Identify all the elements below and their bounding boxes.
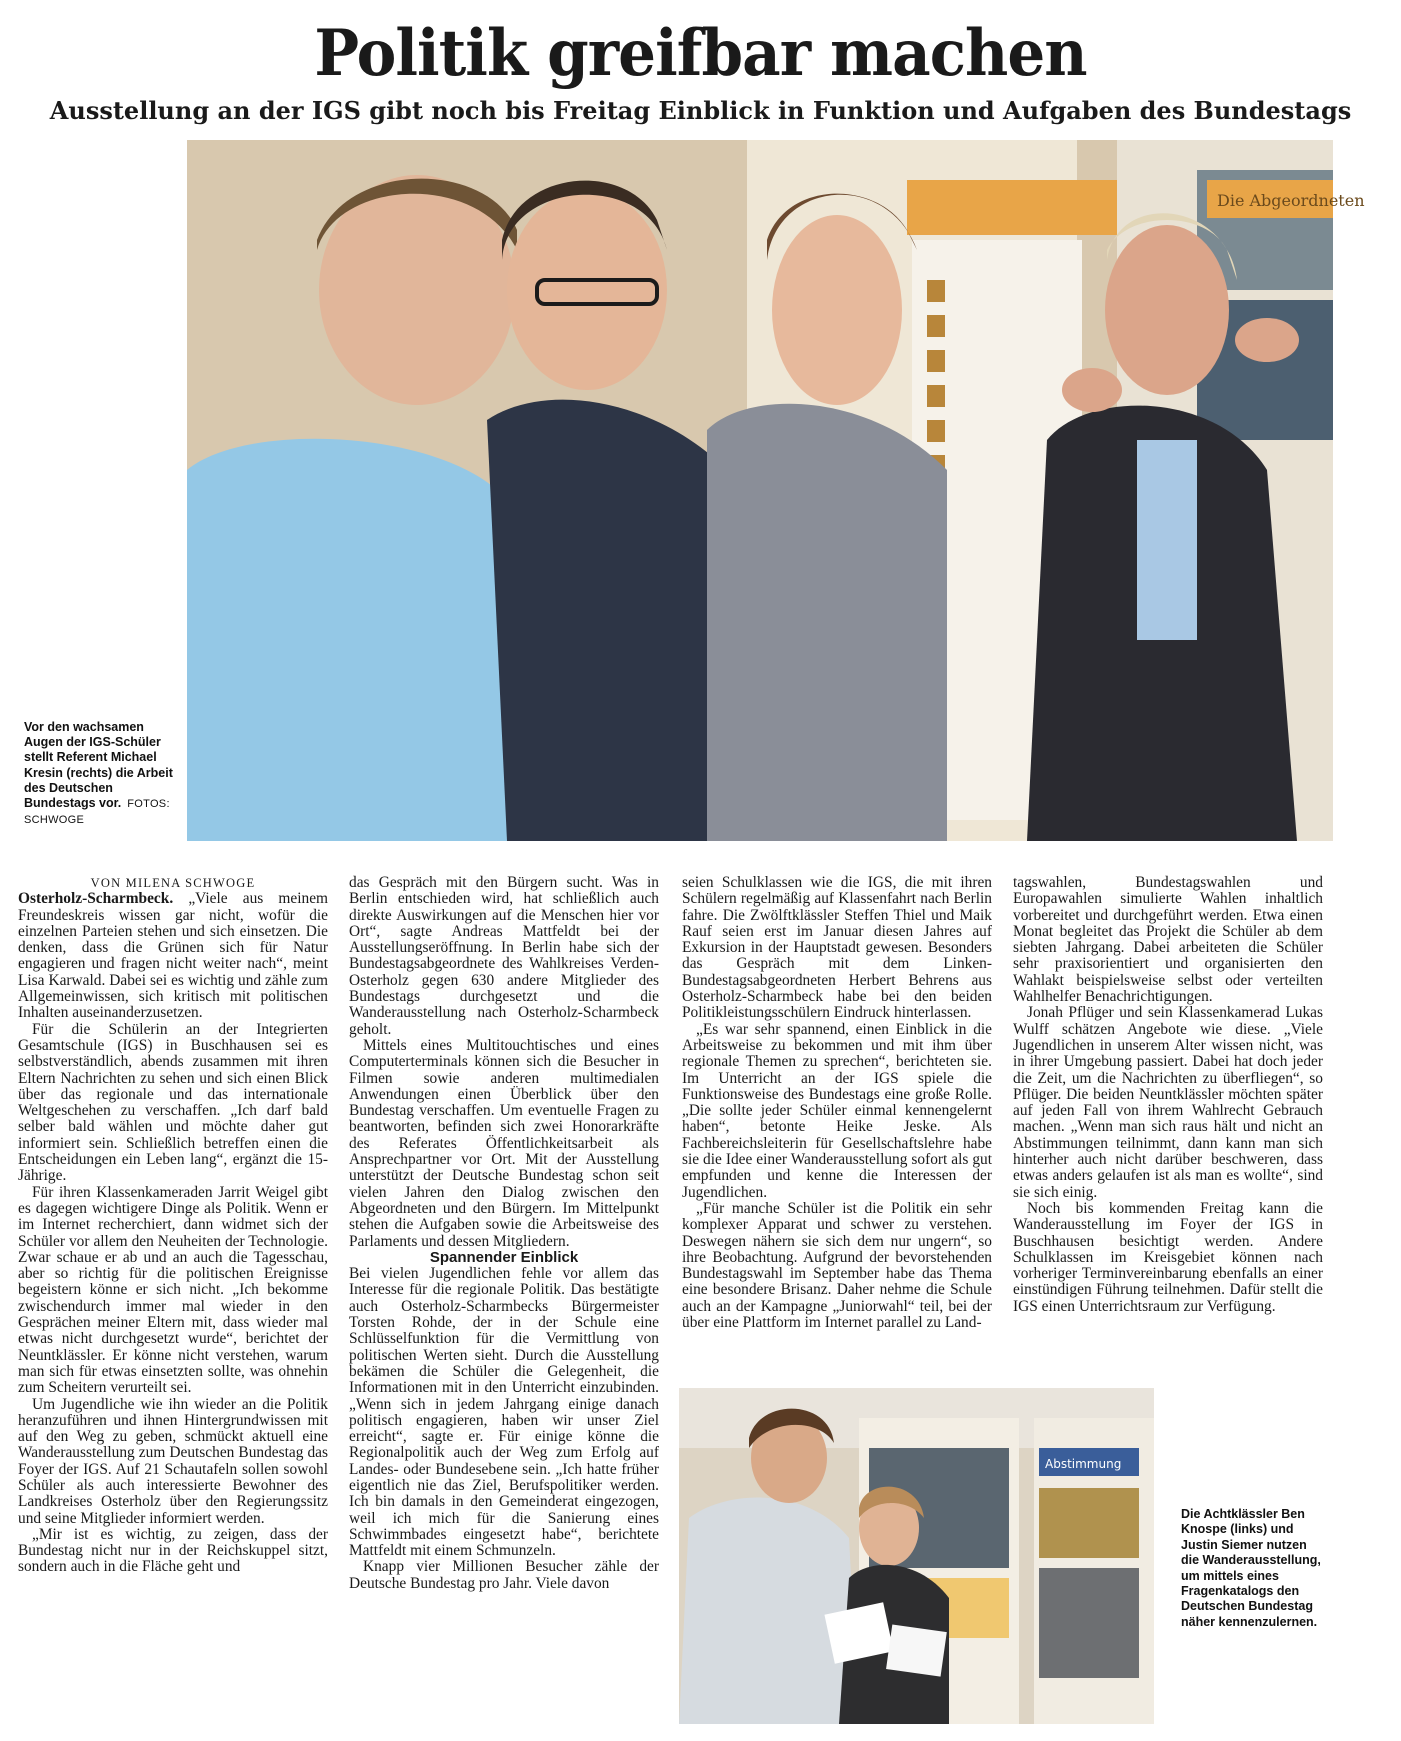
main-photo	[187, 140, 1365, 841]
paragraph: Für ihren Klassenkameraden Jarrit Weigel gibt es dagegen wichtigere Dinge als Politik. Wenn er im Internet recherchiert, dann widmet sich der Schüler vor allem den Neuheiten der Technologie. Zwar schaue er ab und an auch die Tagesschau, aber so richtig für die politischen Ereignisse begeistern könne er sich nicht. „Ich bekomme zwischendurch immer mal wieder in den Gesprächen meiner Eltern mit, dass wieder mal etwas nicht durchgesetzt wurde“, berichtet der Neuntklässler. Er könne nicht verstehen, warum man sich für etwas einsetzten sollte, was ohnehin zum Scheitern verurteilt sei.	[18, 1183, 328, 1397]
paragraph: „Für manche Schüler ist die Politik ein sehr komplexer Apparat und schwer zu verstehen. Deswegen nähern sie sich dem nur ungern“, so ihre Beobachtung. Aufgrund der bevorstehenden Bundestagswahl im September habe das Thema eine besondere Brisanz. Daher nehme die Schule auch an der Kampagne „Juniorwahl“ teil, bei der über eine Plattform im Internet parallel zu Land-	[682, 1199, 992, 1332]
photo-credit: FOTOS: SCHWOGE	[24, 798, 170, 827]
paragraph: „Mir ist es wichtig, zu zeigen, dass der Bundestag nicht nur in der Reichskuppel sitzt, sondern auch in die Fläche geht und	[18, 1525, 328, 1576]
lead-text: „Viele aus meinem Freundeskreis wissen gar nicht, wofür die einzelnen Parteien stehen und sich einsetzen. Die denken, dass die Grünen sich für Natur engagieren und fragen nicht weiter nach“, meint Lisa Karwald. Dabei sei es wichtig und zähle zum Allgemeinwissen, sich kritisch mit politischen Inhalten auseinanderzusetzen.	[18, 890, 328, 1022]
paragraph: Knapp vier Millionen Besucher zähle der Deutsche Bundestag pro Jahr. Viele davon	[349, 1558, 659, 1592]
paragraph: tagswahlen, Bundestagswahlen und Europawahlen simulierte Wahlen inhaltlich vorbereitet und durchgeführt werden. Etwa einen Monat begleitet das Projekt die Schüler ab dem siebten Jahrgang. Dabei arbeiteten die Schüler sehr praxisorientiert und organisierten den Wahlakt beispielsweise selbst oder verteilten Wahlhelfer Benachrichtigungen.	[1013, 874, 1323, 1006]
panel-heading-2: Abstimmung	[1045, 1457, 1122, 1471]
secondary-photo-caption: Die Achtklässler Ben Knospe (links) und Justin Siemer nutzen die Wanderausstellung, um mittels eines Fragenkatalogs den Deutschen Bundestag näher kennenzulernen.	[1181, 1507, 1321, 1629]
paragraph: „Es war sehr spannend, einen Einblick in die Arbeitsweise zu bekommen und mit ihm über regionale Themen zu sprechen“, berichteten sie. Im Unterricht an der IGS spiele die Funktionsweise des Bundestags eine große Rolle. „Die sollte jeder Schüler einmal kennengelernt haben“, betonte Heike Jeske. Als Fachbereichsleiterin für Gesellschaftslehre habe sie die Idee einer Wanderausstellung sofort als gut empfunden und kenne die Interessen der Jugendlichen.	[682, 1020, 992, 1201]
article-column-3	[682, 875, 992, 1331]
paragraph: seien Schulklassen wie die IGS, die mit ihren Schülern regelmäßig auf Klassenfahrt nach Berlin fahre. Die Zwölftklässler Steffen Thiel und Maik Rauf seien erst im Januar diesen Jahres auf Exkursion in der Hauptstadt gewesen. Besonders das Gespräch mit dem Linken-Bundestagsabgeordneten Herbert Behrens aus Osterholz-Scharmbeck habe bei den beiden Politikleistungsschülern Eindruck hinterlassen.	[682, 874, 992, 1022]
panel-heading: Die Abgeordneten	[1217, 191, 1365, 210]
headline: Politik greifbar machen	[314, 16, 1087, 91]
dateline: Osterholz-Scharmbeck.	[18, 890, 174, 908]
paragraph: Jonah Pflüger und sein Klassenkamerad Lukas Wulff schätzen Angebote wie diese. „Viele Jugendlichen in unserem Alter wissen nicht, was in ihrer Umgebung passiert. Dabei hat doch jeder die Zeit, um die Nachrichten zu überfliegen“, so Pflüger. Die beiden Neuntklässler möchten später auf jeden Fall von ihrem Wahlrecht Gebrauch machen. „Wenn man sich raus hält und nicht an Abstimmungen teilnimmt, dann kann man sich hinterher auch nicht darüber beschweren, dass etwas anders gelaufen ist als man es wollte“, sind sie sich einig.	[1013, 1004, 1323, 1201]
secondary-photo	[679, 1388, 1154, 1724]
paragraph: Für die Schülerin an der Integrierten Gesamtschule (IGS) in Buschhausen sei es selbstverständlich, abends zusammen mit ihren Eltern Nachrichten zu sehen und sich einen Blick über das regionale und das internationale Weltgeschehen zu verschaffen. „Ich darf bald selber bald wählen und möchte daher gut informiert sein. Schließlich betreffen einen die Entscheidungen ein Leben lang“, ergänzt die 15-Jährige.	[18, 1020, 328, 1185]
article-column-2	[349, 875, 659, 1592]
main-photo-caption	[24, 720, 184, 828]
paragraph: Noch bis kommenden Freitag kann die Wanderausstellung im Foyer der IGS in Buschhausen besichtigt werden. Andere Schulklassen im Kreisgebiet können nach vorheriger Terminvereinbarung ebenfalls an einer einstündigen Führung teilnehmen. Dafür stellt die IGS einen Unterrichtsraum zur Verfügung.	[1013, 1199, 1323, 1315]
article-column-1	[18, 875, 328, 1576]
paragraph: Um Jugendliche wie ihn wieder an die Politik heranzuführen und ihnen Hintergrundwissen mit auf den Weg zu geben, schmückt aktuell eine Wanderausstellung zum Deutschen Bundestag das Foyer der IGS. Auf 21 Schautafeln sollen sowohl Schüler als auch interessierte Bewohner des Landkreises Osterholz über den Regierungssitz und seine Mitglieder informiert werden.	[18, 1395, 328, 1527]
subheading: Spannender Einblick	[429, 1248, 579, 1266]
article-column-4	[1013, 875, 1323, 1315]
caption-text: Vor den wachsamen Augen der IGS-Schüler stellt Referent Michael Kresin (rechts) die Arbeit des Deutschen Bundestags vor.	[24, 720, 173, 811]
lead-paragraph	[18, 891, 328, 1021]
paragraph: Bei vielen Jugendlichen fehle vor allem das Interesse für die regionale Politik. Das bestätigte auch Osterholz-Scharmbecks Bürgermeister Torsten Rohde, der in der Schule eine Schlüsselfunktion für die Vermittlung von politischen Werten sieht. Durch die Ausstellung bekämen die Schüler die Gelegenheit, die Informationen mit in den Unterricht einzubinden. „Wenn sich in jedem Jahrgang einige danach politisch engagieren, haben wir unser Ziel erreicht“, sagte er. Für einige könne die Regionalpolitik auch der Weg zum Erfolg auf Landes- oder Bundesebene sein. „Ich hatte früher eigentlich nie das Ziel, Berufspolitiker werden. Ich bin damals in den Gemeinderat eingezogen, weil ich mich für die Sanierung eines Schwimmbades eingesetzt habe“, berichtete Mattfeldt mit einem Schmunzeln.	[349, 1265, 659, 1560]
byline: VON MILENA SCHWOGE	[90, 876, 256, 890]
subheadline: Ausstellung an der IGS gibt noch bis Freitag Einblick in Funktion und Aufgaben des Bundestags	[49, 96, 1352, 125]
paragraph: Mittels eines Multitouchtisches und eines Computerterminals können sich die Besucher in Filmen sowie anderen multimedialen Anwendungen einen Überblick über den Bundestag verschaffen. Um eventuelle Fragen zu beantworten, befinden sich zwei Honorarkräfte des Referates Öffentlichkeitsarbeit als Ansprechpartner vor Ort. Mit der Ausstellung unterstützt der Deutsche Bundestag schon seit vielen Jahren den Dialog zwischen den Abgeordneten und den Bürgern. Im Mittelpunkt stehen die Aufgaben sowie die Arbeitsweise des Parlaments und dessen Mitgliedern.	[349, 1036, 659, 1250]
paragraph: das Gespräch mit den Bürgern sucht. Was in Berlin entschieden wird, hat schließlich auch direkte Auswirkungen auf die Menschen hier vor Ort“, sagte Andreas Mattfeldt bei der Ausstellungseröffnung. In Berlin habe sich der Bundestagsabgeordnete des Wahlkreises Verden-Osterholz gegen 630 andere Mitglieder des Bundestags durchgesetzt und die Wanderausstellung nach Osterholz-Scharmbeck geholt.	[349, 874, 659, 1038]
